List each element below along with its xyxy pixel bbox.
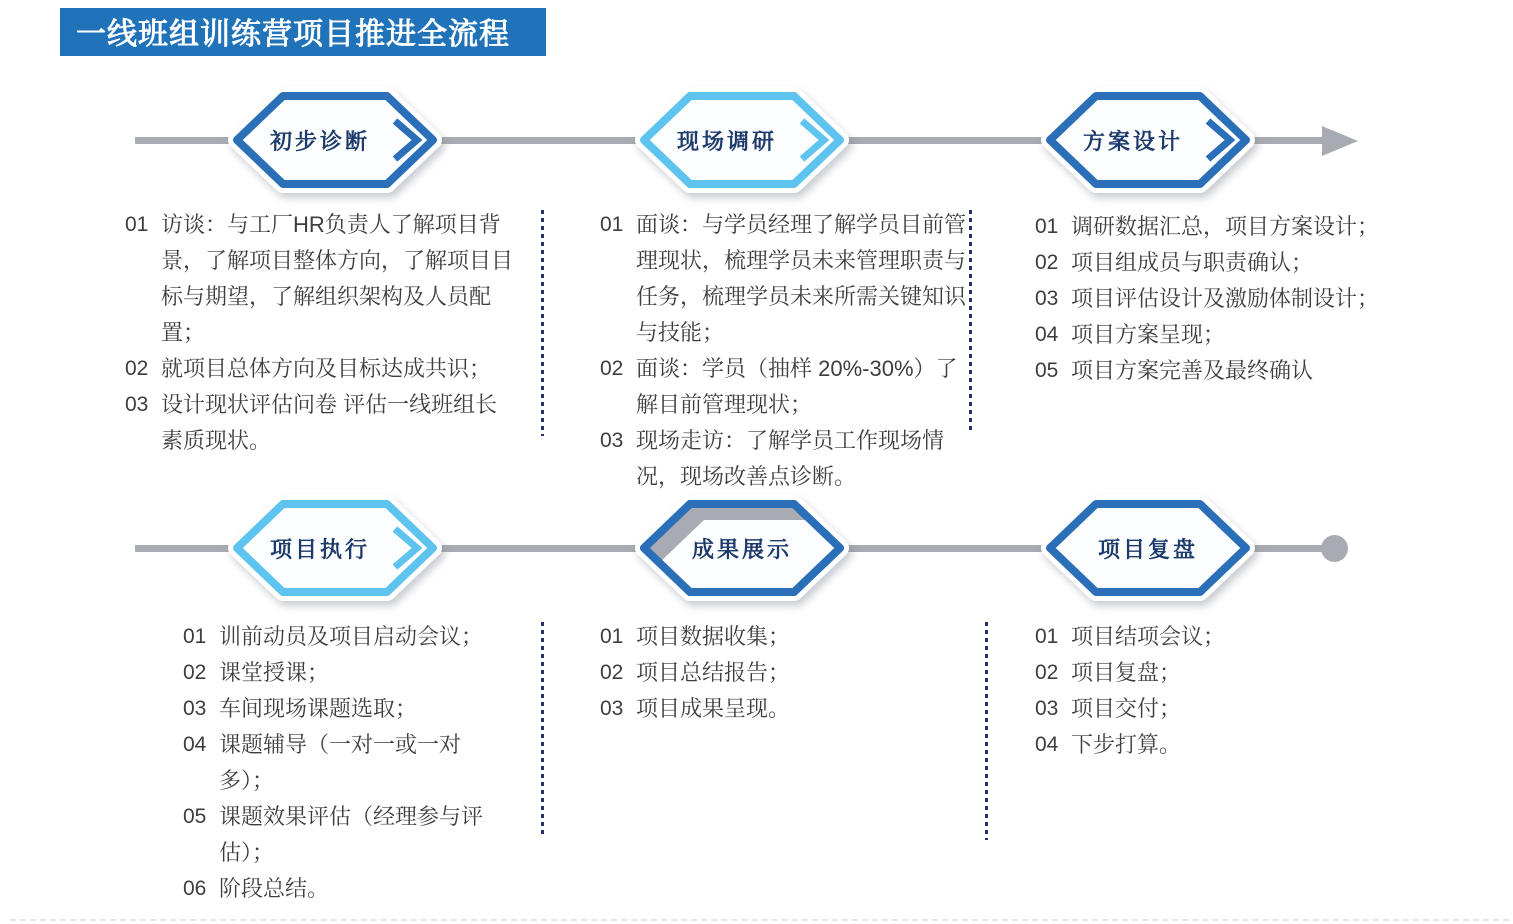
step-text: 项目总结报告； <box>636 660 791 685</box>
column-divider <box>541 210 544 436</box>
step-number: 02 <box>600 357 624 380</box>
list-item <box>1035 727 1421 763</box>
step-number: 01 <box>600 625 624 648</box>
step-text: 项目结项会议； <box>1071 624 1226 649</box>
step-text: 现场走访：了解学员工作现场情况，现场改善点诊断。 <box>636 428 945 489</box>
step-number: 01 <box>183 625 207 648</box>
list-item <box>1035 245 1421 281</box>
list-item <box>183 619 505 655</box>
end-circle-icon <box>1321 535 1348 562</box>
stage-label: 项目执行 <box>269 536 370 562</box>
stage-4-steps-list <box>183 619 505 907</box>
step-text: 面谈：与学员经理了解学员目前管理现状，梳理学员未来管理职责与任务，梳理学员未来所需关键知识与技能； <box>636 212 967 345</box>
step-text: 课题辅导（一对一或一对多）； <box>219 732 462 793</box>
list-item <box>125 207 517 351</box>
step-number: 02 <box>125 357 149 380</box>
bottom-dashed-rule <box>10 919 1509 921</box>
stage-2-hexagon <box>638 88 846 192</box>
step-text: 就项目总体方向及目标达成共识； <box>161 356 492 381</box>
step-text: 访谈：与工厂HR负责人了解项目背景，了解项目整体方向，了解项目目标与期望，了解组织架构及人员配置； <box>161 212 514 345</box>
step-text: 下步打算。 <box>1071 732 1182 757</box>
stage-label: 初步诊断 <box>269 128 370 154</box>
list-item <box>183 799 505 871</box>
step-number: 02 <box>1035 661 1059 684</box>
list-item <box>1035 353 1421 389</box>
stage-1-steps-list <box>125 207 517 459</box>
column-divider <box>985 622 988 840</box>
list-item <box>1035 619 1421 655</box>
step-number: 01 <box>125 213 149 236</box>
list-item <box>183 655 505 691</box>
list-item <box>183 727 505 799</box>
stage-6-hexagon <box>1044 496 1252 600</box>
stage-label: 成果展示 <box>691 536 792 562</box>
stage-label: 现场调研 <box>676 128 777 154</box>
step-text: 训前动员及项目启动会议； <box>219 624 484 649</box>
stage-5-hexagon <box>638 496 846 600</box>
list-item <box>600 351 972 423</box>
step-number: 03 <box>600 429 624 452</box>
step-text: 设计现状评估问卷 评估一线班组长素质现状。 <box>161 392 498 453</box>
stage-3-steps-list <box>1035 209 1421 389</box>
step-text: 课题效果评估（经理参与评估）； <box>219 804 484 865</box>
step-number: 05 <box>1035 359 1059 382</box>
step-number: 01 <box>1035 625 1059 648</box>
step-text: 项目复盘； <box>1071 660 1182 685</box>
list-item <box>600 423 972 495</box>
step-text: 车间现场课题选取； <box>219 696 418 721</box>
stage-4-hexagon <box>231 496 439 600</box>
step-text: 项目组成员与职责确认； <box>1071 250 1314 275</box>
step-text: 课堂授课； <box>219 660 330 685</box>
list-item <box>600 691 972 727</box>
list-item <box>183 691 505 727</box>
list-item <box>600 655 972 691</box>
step-text: 项目成果呈现。 <box>636 696 791 721</box>
step-number: 03 <box>125 393 149 416</box>
stage-1-hexagon <box>231 88 439 192</box>
step-text: 调研数据汇总，项目方案设计； <box>1071 214 1380 239</box>
page-title: 一线班组训练营项目推进全流程 <box>76 18 510 51</box>
step-number: 04 <box>1035 733 1059 756</box>
list-item <box>1035 281 1421 317</box>
step-number: 01 <box>1035 215 1059 238</box>
list-item <box>1035 209 1421 245</box>
stage-label: 方案设计 <box>1082 128 1183 154</box>
step-text: 项目评估设计及激励体制设计； <box>1071 286 1380 311</box>
column-divider <box>969 210 972 430</box>
step-number: 02 <box>1035 251 1059 274</box>
stage-6-steps-list <box>1035 619 1421 763</box>
step-text: 项目交付； <box>1071 696 1182 721</box>
step-number: 03 <box>1035 697 1059 720</box>
step-number: 03 <box>1035 287 1059 310</box>
step-number: 05 <box>183 805 207 828</box>
step-text: 项目方案完善及最终确认 <box>1071 358 1314 383</box>
list-item <box>125 387 517 459</box>
step-number: 03 <box>183 697 207 720</box>
step-number: 02 <box>600 661 624 684</box>
arrowhead-icon <box>1322 126 1358 156</box>
step-text: 项目数据收集； <box>636 624 791 649</box>
list-item <box>600 207 972 351</box>
list-item <box>1035 655 1421 691</box>
step-number: 04 <box>183 733 207 756</box>
stage-label: 项目复盘 <box>1097 536 1198 562</box>
step-number: 01 <box>600 213 624 236</box>
list-item <box>125 351 517 387</box>
page-title-bar <box>60 8 546 56</box>
step-number: 02 <box>183 661 207 684</box>
step-number: 04 <box>1035 323 1059 346</box>
column-divider <box>541 622 544 834</box>
step-text: 面谈：学员（抽样 20%-30%）了解目前管理现状； <box>636 356 958 417</box>
step-number: 06 <box>183 877 207 900</box>
list-item <box>1035 317 1421 353</box>
list-item <box>183 871 505 907</box>
list-item <box>600 619 972 655</box>
stage-5-steps-list <box>600 619 972 727</box>
step-text: 项目方案呈现； <box>1071 322 1226 347</box>
stage-3-hexagon <box>1044 88 1252 192</box>
stage-2-steps-list <box>600 207 972 495</box>
list-item <box>1035 691 1421 727</box>
step-number: 03 <box>600 697 624 720</box>
step-text: 阶段总结。 <box>219 876 330 901</box>
